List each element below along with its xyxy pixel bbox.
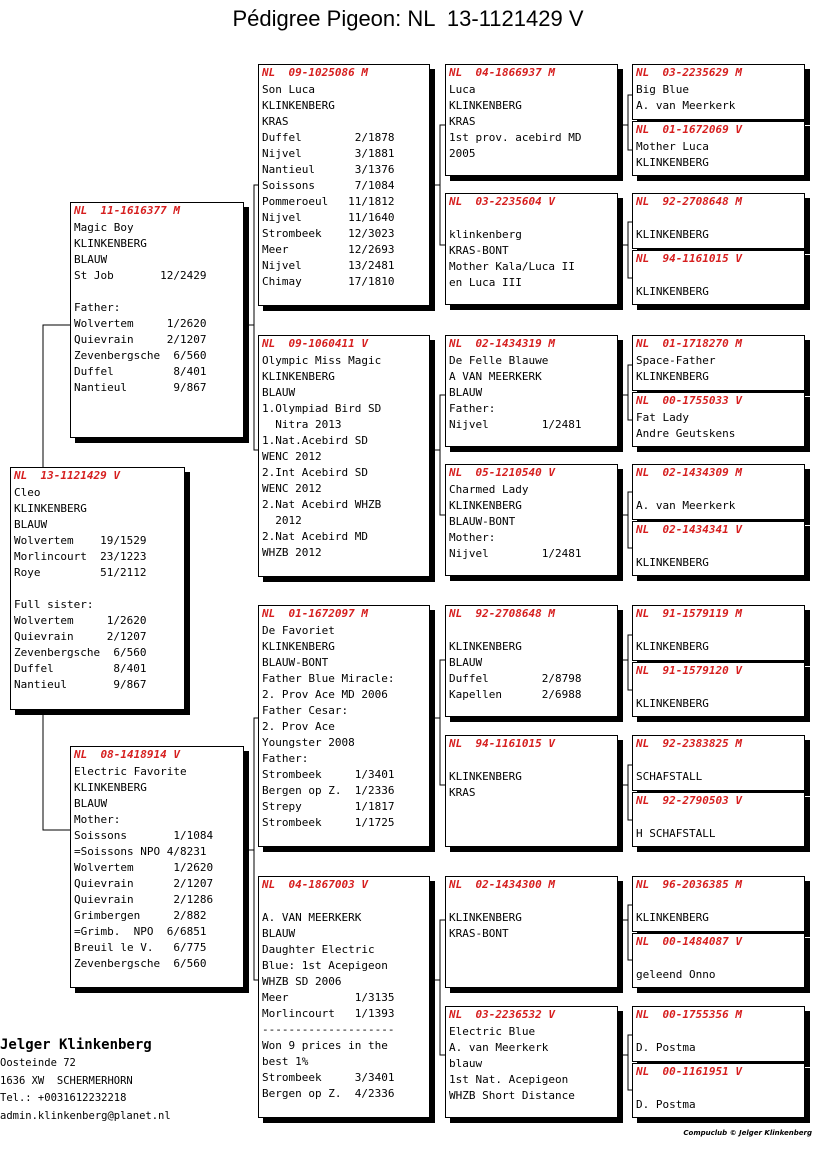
- pigeon-detail-line: KLINKENBERG: [449, 499, 522, 512]
- pigeon-details: [71, 762, 243, 972]
- pigeon-detail-line: Morlincourt 23/1223: [14, 550, 147, 563]
- pigeon-detail-line: 2. Prov Ace MD 2006: [262, 688, 388, 701]
- pigeon-detail-line: Blue: 1st Acepigeon: [262, 959, 388, 972]
- pigeon-card-g9[interactable]: [632, 605, 805, 661]
- pigeon-detail-line: Nantieul 9/867: [74, 381, 207, 394]
- pigeon-card-g8[interactable]: [632, 521, 805, 576]
- connector-ff: [430, 125, 445, 185]
- ring-number: NL 09-1060411 V: [262, 337, 368, 350]
- pigeon-details: [633, 80, 804, 114]
- pigeon-detail-line: Roye 51/2112: [14, 566, 147, 579]
- pigeon-detail-line: H SCHAFSTALL: [636, 827, 716, 840]
- connector-mmm: [618, 1035, 632, 1055]
- pigeon-detail-line: KRAS: [449, 786, 476, 799]
- pigeon-detail-line: best 1%: [262, 1055, 309, 1068]
- pigeon-detail-line: Duffel 2/1878: [262, 131, 395, 144]
- connector-father-parents: [244, 185, 258, 325]
- connector-subject-mother: [43, 710, 70, 830]
- pigeon-detail-line: KRAS-BONT: [449, 244, 509, 257]
- pigeon-detail-line: 1st Nat. Acepigeon: [449, 1073, 569, 1086]
- ring-number: NL 08-1418914 V: [74, 748, 180, 761]
- pigeon-detail-line: Soissons 7/1084: [262, 179, 395, 192]
- pigeon-detail-line: BLAUW: [74, 253, 108, 266]
- pigeon-detail-line: De Felle Blauwe: [449, 354, 549, 367]
- pigeon-detail-line: BLAUW: [449, 386, 483, 399]
- pigeon-detail-line: 2. Prov Ace: [262, 720, 335, 733]
- connector-fm: [430, 395, 445, 450]
- pigeon-details: [633, 266, 804, 300]
- owner-name: Jelger Klinkenberg: [0, 1037, 152, 1053]
- pigeon-detail-line: KRAS-BONT: [449, 927, 509, 940]
- ring-number: NL 92-2708648 M: [449, 607, 555, 620]
- pigeon-detail-line: [636, 894, 804, 910]
- pigeon-card-g2[interactable]: [632, 121, 805, 176]
- connector-mmf: [618, 905, 632, 920]
- pigeon-detail-line: [449, 211, 617, 227]
- pigeon-details: [446, 1022, 617, 1104]
- pigeon-details: [633, 892, 804, 926]
- pigeon-detail-line: 1st prov. acebird MD: [449, 131, 582, 144]
- pigeon-details: [259, 351, 429, 561]
- pigeon-detail-line: Nantieul 3/1376: [262, 163, 395, 176]
- pigeon-detail-line: Pommeroeul 11/1812: [262, 195, 395, 208]
- pigeon-detail-line: Zevenbergsche 6/560: [74, 349, 207, 362]
- page-title: Pédigree Pigeon: NL 13-1121429 V: [232, 6, 584, 31]
- pigeon-detail-line: Fat Lady: [636, 411, 689, 424]
- ring-number: NL 04-1867003 V: [262, 878, 368, 891]
- pigeon-detail-line: Daughter Electric: [262, 943, 375, 956]
- pigeon-detail-line: [636, 268, 804, 284]
- pigeon-detail-line: [636, 951, 804, 967]
- pigeon-details: [11, 483, 184, 693]
- pigeon-detail-line: Father:: [74, 301, 121, 314]
- pigeon-detail-line: KLINKENBERG: [262, 640, 335, 653]
- pigeon-detail-line: [636, 1081, 804, 1097]
- pigeon-details: [633, 137, 804, 171]
- pigeon-details: [633, 808, 804, 842]
- pigeon-detail-line: 1.Nat.Acebird SD: [262, 434, 368, 447]
- pigeon-card-mm[interactable]: [258, 876, 430, 1118]
- owner-phone: Tel.: +0031612232218: [0, 1092, 127, 1104]
- pigeon-detail-line: BLAUW: [262, 386, 296, 399]
- pigeon-detail-line: =Soissons NPO 4/8231: [74, 845, 207, 858]
- pigeon-detail-line: 2005: [449, 147, 476, 160]
- pigeon-detail-line: A VAN MEERKERK: [449, 370, 542, 383]
- pigeon-detail-line: KRAS: [449, 115, 476, 128]
- pigeon-detail-line: 2.Nat Acebird WHZB: [262, 498, 382, 511]
- ring-number: NL 04-1866937 M: [449, 66, 555, 79]
- pigeon-detail-line: Strombeek 12/3023: [262, 227, 395, 240]
- pigeon-card-fm[interactable]: [258, 335, 430, 577]
- pigeon-detail-line: [449, 623, 617, 639]
- pigeon-card-g1[interactable]: [632, 64, 805, 120]
- owner-address-street: Oosteinde 72: [0, 1057, 76, 1069]
- pigeon-detail-line: KLINKENBERG: [636, 556, 709, 569]
- pigeon-detail-line: Electric Blue: [449, 1025, 536, 1038]
- pigeon-detail-line: Son Luca: [262, 83, 315, 96]
- pigeon-detail-line: D. Postma: [636, 1041, 696, 1054]
- pigeon-detail-line: KLINKENBERG: [74, 237, 147, 250]
- pigeon-detail-line: Nijvel 1/2481: [449, 547, 582, 560]
- pigeon-detail-line: [636, 623, 804, 639]
- ring-number: NL 03-2236532 V: [449, 1008, 555, 1021]
- pigeon-detail-line: Meer 12/2693: [262, 243, 395, 256]
- ring-number: NL 02-1434300 M: [449, 878, 555, 891]
- pigeon-detail-line: [74, 284, 243, 300]
- ring-number: NL 01-1672097 M: [262, 607, 368, 620]
- pigeon-detail-line: Big Blue: [636, 83, 689, 96]
- pigeon-detail-line: BLAUW: [74, 797, 108, 810]
- ring-number: NL 92-2383825 M: [636, 737, 742, 750]
- pigeon-card-subject[interactable]: [10, 467, 185, 710]
- pigeon-detail-line: [636, 211, 804, 227]
- ring-number: NL 00-1484087 V: [636, 935, 742, 948]
- ring-number: NL 11-1616377 M: [74, 204, 180, 217]
- pigeon-detail-line: Duffel 8/401: [14, 662, 147, 675]
- pigeon-detail-line: =Grimb. NPO 6/6851: [74, 925, 207, 938]
- connector-fmf: [618, 365, 632, 395]
- pigeon-details: [633, 209, 804, 243]
- pigeon-detail-line: Andre Geutskens: [636, 427, 736, 440]
- pigeon-detail-line: Wolvertem 19/1529: [14, 534, 147, 547]
- ring-number: NL 91-1579120 V: [636, 664, 742, 677]
- ring-number: NL 96-2036385 M: [636, 878, 742, 891]
- pigeon-detail-line: WHZB SD 2006: [262, 975, 342, 988]
- pigeon-detail-line: [636, 1024, 804, 1040]
- pigeon-detail-line: --------------------: [262, 1023, 395, 1036]
- ring-number: NL 02-1434309 M: [636, 466, 742, 479]
- pigeon-card-g16[interactable]: [632, 1063, 805, 1118]
- pigeon-detail-line: [636, 810, 804, 826]
- connector-fmm: [618, 492, 632, 515]
- pigeon-detail-line: Kapellen 2/6988: [449, 688, 582, 701]
- pigeon-card-mmf[interactable]: [445, 876, 618, 988]
- pigeon-detail-line: Duffel 8/401: [74, 365, 207, 378]
- pigeon-card-fmf[interactable]: [445, 335, 618, 447]
- pigeon-detail-line: 1.Olympiad Bird SD: [262, 402, 382, 415]
- pigeon-details: [259, 892, 429, 1102]
- pigeon-details: [446, 621, 617, 703]
- pigeon-card-g6[interactable]: [632, 392, 805, 447]
- pigeon-detail-line: KLINKENBERG: [636, 911, 709, 924]
- pigeon-detail-line: St Job 12/2429: [74, 269, 207, 282]
- pigeon-detail-line: Won 9 prices in the: [262, 1039, 388, 1052]
- pigeon-details: [633, 351, 804, 385]
- pigeon-card-mmm[interactable]: [445, 1006, 618, 1118]
- pigeon-detail-line: Olympic Miss Magic: [262, 354, 382, 367]
- pigeon-detail-line: Zevenbergsche 6/560: [14, 646, 147, 659]
- pigeon-detail-line: WHZB Short Distance: [449, 1089, 575, 1102]
- pigeon-detail-line: Cleo: [14, 486, 41, 499]
- pigeon-detail-line: Nantieul 9/867: [14, 678, 147, 691]
- pigeon-detail-line: KLINKENBERG: [449, 640, 522, 653]
- pigeon-details: [71, 218, 243, 396]
- pigeon-detail-line: Nijvel 3/1881: [262, 147, 395, 160]
- pigeon-detail-line: WENC 2012: [262, 482, 322, 495]
- pigeon-detail-line: Charmed Lady: [449, 483, 529, 496]
- pigeon-detail-line: Quievrain 2/1207: [14, 630, 147, 643]
- pigeon-detail-line: Strombeek 3/3401: [262, 1071, 395, 1084]
- pigeon-card-g7[interactable]: [632, 464, 805, 520]
- pigeon-card-g14[interactable]: [632, 933, 805, 988]
- pigeon-detail-line: BLAUW: [449, 656, 483, 669]
- pigeon-details: [633, 1079, 804, 1113]
- pigeon-detail-line: Wolvertem 1/2620: [74, 861, 214, 874]
- pigeon-detail-line: [636, 680, 804, 696]
- pigeon-card-mff[interactable]: [445, 605, 618, 717]
- ring-number: NL 00-1161951 V: [636, 1065, 742, 1078]
- connector-ffm: [618, 222, 632, 245]
- pigeon-detail-line: Father:: [449, 402, 496, 415]
- pigeon-card-g5[interactable]: [632, 335, 805, 391]
- pigeon-details: [633, 408, 804, 442]
- pigeon-detail-line: KLINKENBERG: [262, 99, 335, 112]
- pigeon-detail-line: Nijvel 11/1640: [262, 211, 395, 224]
- pigeon-details: [633, 537, 804, 571]
- pigeon-card-ffm[interactable]: [445, 193, 618, 305]
- pigeon-detail-line: 2.Nat Acebird MD: [262, 530, 368, 543]
- pigeon-detail-line: A. van Meerkerk: [636, 99, 736, 112]
- pigeon-detail-line: Meer 1/3135: [262, 991, 395, 1004]
- pigeon-detail-line: WENC 2012: [262, 450, 322, 463]
- pigeon-detail-line: Bergen op Z. 1/2336: [262, 784, 395, 797]
- pigeon-detail-line: Morlincourt 1/1393: [262, 1007, 395, 1020]
- pigeon-card-g15[interactable]: [632, 1006, 805, 1062]
- pigeon-details: [259, 80, 429, 290]
- pigeon-detail-line: Nijvel 13/2481: [262, 259, 395, 272]
- owner-email[interactable]: admin.klinkenberg@planet.nl: [0, 1109, 171, 1122]
- pigeon-detail-line: Nitra 2013: [262, 418, 342, 431]
- pigeon-detail-line: Father:: [262, 752, 309, 765]
- pigeon-details: [633, 621, 804, 655]
- pigeon-detail-line: geleend Onno: [636, 968, 716, 981]
- pigeon-details: [633, 678, 804, 712]
- pigeon-detail-line: Quievrain 2/1207: [74, 877, 214, 890]
- pigeon-detail-line: Youngster 2008: [262, 736, 355, 749]
- pigeon-detail-line: BLAUW: [262, 927, 296, 940]
- ring-number: NL 00-1755033 V: [636, 394, 742, 407]
- pigeon-detail-line: Father Cesar:: [262, 704, 349, 717]
- ring-number: NL 91-1579119 M: [636, 607, 742, 620]
- pigeon-detail-line: en Luca III: [449, 276, 522, 289]
- pigeon-details: [446, 80, 617, 162]
- pigeon-card-mfm[interactable]: [445, 735, 618, 847]
- ring-number: NL 92-2790503 V: [636, 794, 742, 807]
- pigeon-detail-line: KLINKENBERG: [636, 285, 709, 298]
- pigeon-detail-line: KLINKENBERG: [449, 911, 522, 924]
- pigeon-detail-line: Wolvertem 1/2620: [74, 317, 207, 330]
- pigeon-card-g3[interactable]: [632, 193, 805, 249]
- ring-number: NL 02-1434341 V: [636, 523, 742, 536]
- pigeon-detail-line: Quievrain 2/1286: [74, 893, 214, 906]
- pigeon-detail-line: KLINKENBERG: [636, 228, 709, 241]
- pigeon-details: [633, 949, 804, 983]
- pigeon-detail-line: KLINKENBERG: [636, 697, 709, 710]
- pigeon-detail-line: klinkenberg: [449, 228, 522, 241]
- pigeon-detail-line: Strombeek 1/1725: [262, 816, 395, 829]
- pigeon-detail-line: Chimay 17/1810: [262, 275, 395, 288]
- pigeon-detail-line: [14, 581, 184, 597]
- ring-number: NL 00-1755356 M: [636, 1008, 742, 1021]
- ring-number: NL 94-1161015 V: [636, 252, 742, 265]
- pigeon-detail-line: Zevenbergsche 6/560: [74, 957, 207, 970]
- connector-mm: [430, 920, 445, 980]
- pigeon-detail-line: blauw: [449, 1057, 483, 1070]
- pigeon-card-fmm[interactable]: [445, 464, 618, 576]
- pigeon-details: [633, 480, 804, 514]
- pigeon-details: [633, 751, 804, 785]
- pigeon-detail-line: Breuil le V. 6/775: [74, 941, 207, 954]
- pigeon-detail-line: Soissons 1/1084: [74, 829, 214, 842]
- pigeon-detail-line: KLINKENBERG: [636, 640, 709, 653]
- pigeon-details: [446, 751, 617, 801]
- pigeon-detail-line: KRAS: [262, 115, 289, 128]
- pigeon-detail-line: SCHAFSTALL: [636, 770, 703, 783]
- pigeon-detail-line: KLINKENBERG: [636, 156, 709, 169]
- pigeon-detail-line: WHZB 2012: [262, 546, 322, 559]
- pigeon-detail-line: Strombeek 1/3401: [262, 768, 395, 781]
- pigeon-detail-line: Quievrain 2/1207: [74, 333, 207, 346]
- pigeon-details: [446, 892, 617, 942]
- pigeon-details: [446, 480, 617, 562]
- pigeon-detail-line: Duffel 2/8798: [449, 672, 582, 685]
- pigeon-detail-line: 2012: [262, 514, 302, 527]
- pigeon-detail-line: Full sister:: [14, 598, 94, 611]
- pigeon-detail-line: Mother:: [74, 813, 121, 826]
- ring-number: NL 92-2708648 M: [636, 195, 742, 208]
- software-credit: Compuclub © Jelger Klinkenberg: [683, 1129, 812, 1137]
- pigeon-detail-line: [636, 539, 804, 555]
- pigeon-detail-line: Electric Favorite: [74, 765, 187, 778]
- owner-info: [0, 1035, 171, 1125]
- pigeon-detail-line: A. van Meerkerk: [636, 499, 736, 512]
- pigeon-detail-line: 2.Int Acebird SD: [262, 466, 368, 479]
- connector-fff: [618, 95, 632, 125]
- pigeon-detail-line: Father Blue Miracle:: [262, 672, 395, 685]
- pigeon-detail-line: Magic Boy: [74, 221, 134, 234]
- connector-mff: [618, 635, 632, 660]
- connector-mfm: [618, 765, 632, 785]
- pigeon-details: [446, 209, 617, 291]
- pigeon-detail-line: D. Postma: [636, 1098, 696, 1111]
- pigeon-detail-line: Nijvel 1/2481: [449, 418, 582, 431]
- pigeon-card-mother[interactable]: [70, 746, 244, 988]
- ring-number: NL 09-1025086 M: [262, 66, 368, 79]
- ring-number: NL 03-2235604 V: [449, 195, 555, 208]
- pigeon-card-ff[interactable]: [258, 64, 430, 306]
- ring-number: NL 02-1434319 M: [449, 337, 555, 350]
- pigeon-detail-line: A. van Meerkerk: [449, 1041, 549, 1054]
- pigeon-detail-line: [449, 894, 617, 910]
- ring-number: NL 13-1121429 V: [14, 469, 120, 482]
- ring-number: NL 01-1718270 M: [636, 337, 742, 350]
- pigeon-card-mf[interactable]: [258, 605, 430, 847]
- pigeon-detail-line: Mother:: [449, 531, 496, 544]
- pigeon-detail-line: [636, 482, 804, 498]
- pigeon-detail-line: KLINKENBERG: [449, 770, 522, 783]
- pigeon-details: [633, 1022, 804, 1056]
- connector-mf: [430, 660, 445, 718]
- pigeon-detail-line: KLINKENBERG: [74, 781, 147, 794]
- pigeon-detail-line: BLAUW-BONT: [262, 656, 329, 669]
- pigeon-detail-line: KLINKENBERG: [449, 99, 522, 112]
- pigeon-details: [446, 351, 617, 433]
- pigeon-detail-line: Wolvertem 1/2620: [14, 614, 147, 627]
- pigeon-card-g13[interactable]: [632, 876, 805, 932]
- connector-subject-father: [43, 325, 70, 468]
- connector-mother-sire: [244, 718, 258, 850]
- owner-address-city: 1636 XW SCHERMERHORN: [0, 1074, 133, 1087]
- pigeon-card-father[interactable]: [70, 202, 244, 438]
- ring-number: NL 01-1672069 V: [636, 123, 742, 136]
- ring-number: NL 94-1161015 V: [449, 737, 555, 750]
- pigeon-detail-line: De Favoriet: [262, 624, 335, 637]
- pigeon-detail-line: KLINKENBERG: [262, 370, 335, 383]
- pigeon-detail-line: Grimbergen 2/882: [74, 909, 207, 922]
- pigeon-detail-line: Luca: [449, 83, 476, 96]
- pigeon-detail-line: KLINKENBERG: [636, 370, 709, 383]
- pigeon-detail-line: [449, 753, 617, 769]
- pigeon-detail-line: Bergen op Z. 4/2336: [262, 1087, 395, 1100]
- pigeon-card-g4[interactable]: [632, 250, 805, 305]
- pigeon-card-g10[interactable]: [632, 662, 805, 717]
- pigeon-detail-line: Mother Luca: [636, 140, 709, 153]
- pigeon-detail-line: [636, 753, 804, 769]
- pigeon-detail-line: Mother Kala/Luca II: [449, 260, 575, 273]
- pigeon-card-fff[interactable]: [445, 64, 618, 176]
- pigeon-card-g11[interactable]: [632, 735, 805, 791]
- pigeon-card-g12[interactable]: [632, 792, 805, 847]
- pigeon-detail-line: Space-Father: [636, 354, 716, 367]
- ring-number: NL 03-2235629 M: [636, 66, 742, 79]
- pigeon-details: [259, 621, 429, 831]
- pigeon-detail-line: BLAUW: [14, 518, 48, 531]
- pigeon-detail-line: KLINKENBERG: [14, 502, 87, 515]
- ring-number: NL 05-1210540 V: [449, 466, 555, 479]
- pigeon-detail-line: BLAUW-BONT: [449, 515, 516, 528]
- pigeon-detail-line: [262, 894, 429, 910]
- pigeon-detail-line: A. VAN MEERKERK: [262, 911, 362, 924]
- pigeon-detail-line: Strepy 1/1817: [262, 800, 395, 813]
